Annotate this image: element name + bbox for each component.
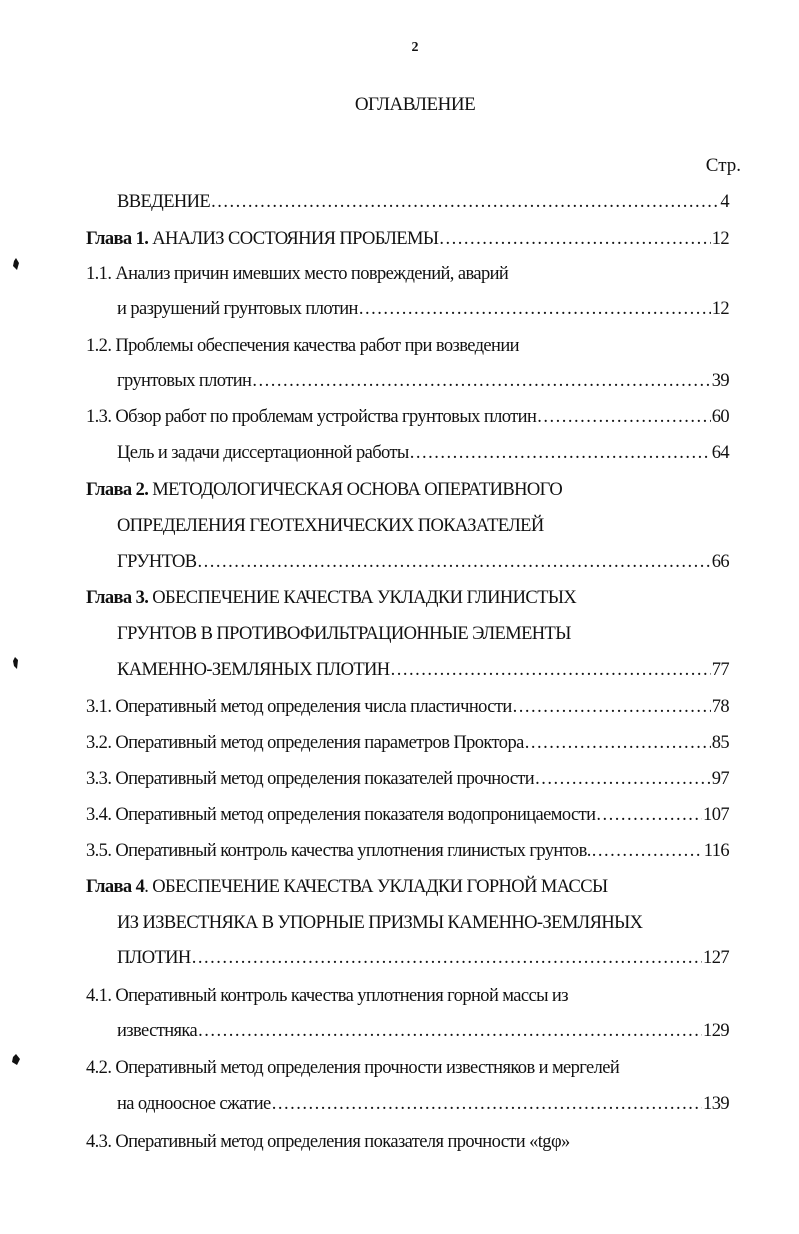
entry-page: 139 bbox=[703, 1094, 729, 1114]
toc-entry-4-1-line1: 4.1. Оперативный контроль качества уплотнения горной массы из bbox=[86, 986, 568, 1006]
entry-title: 3.4. Оперативный метод определения показателя водопроницаемости bbox=[86, 805, 596, 825]
entry-title: 3.1. Оперативный метод определения числа пластичности bbox=[86, 697, 512, 717]
toc-entry-1-2-line1: 1.2. Проблемы обеспечения качества работ при возведении bbox=[86, 336, 519, 356]
toc-entry-4-2-line1: 4.2. Оперативный метод определения прочности известняков и мергелей bbox=[86, 1058, 620, 1078]
toc-entry-chapter-2-line2: ОПРЕДЕЛЕНИЯ ГЕОТЕХНИЧЕСКИХ ПОКАЗАТЕЛЕЙ bbox=[117, 516, 544, 536]
toc-entry-chapter-3-line2: ГРУНТОВ В ПРОТИВОФИЛЬТРАЦИОННЫЕ ЭЛЕМЕНТЫ bbox=[117, 624, 571, 644]
entry-page: 127 bbox=[703, 948, 729, 968]
toc-entry-chapter-2-line1: Глава 2. МЕТОДОЛОГИЧЕСКАЯ ОСНОВА ОПЕРАТИВНОГО bbox=[86, 480, 563, 500]
chapter-label: Глава 1. bbox=[86, 229, 149, 249]
entry-title: Цель и задачи диссертационной работы bbox=[117, 443, 409, 463]
entry-title: ВВЕДЕНИЕ bbox=[117, 192, 211, 212]
toc-entry-3-4 bbox=[86, 803, 729, 827]
entry-title: КАМЕННО-ЗЕМЛЯНЫХ ПЛОТИН bbox=[117, 660, 390, 680]
entry-title: 3.2. Оперативный метод определения параметров Проктора bbox=[86, 733, 524, 753]
entry-page: 66 bbox=[711, 552, 729, 572]
entry-page: 64 bbox=[711, 443, 729, 463]
entry-page: 4 bbox=[720, 192, 729, 212]
toc-entry-goals bbox=[117, 441, 729, 465]
scan-speck-icon bbox=[12, 657, 20, 669]
entry-page: 85 bbox=[711, 733, 729, 753]
toc-entry-chapter-1 bbox=[86, 227, 729, 251]
entry-page: 39 bbox=[711, 371, 729, 391]
entry-title: грунтовых плотин bbox=[117, 371, 252, 391]
entry-page: 116 bbox=[703, 841, 729, 861]
toc-entry-3-5 bbox=[86, 839, 729, 863]
entry-page: 12 bbox=[711, 229, 729, 249]
entry-title: ГРУНТОВ bbox=[117, 552, 197, 572]
entry-title: ПЛОТИН bbox=[117, 948, 191, 968]
toc-entry-4-2 bbox=[117, 1092, 729, 1116]
toc-entry-chapter-4-line2: ИЗ ИЗВЕСТНЯКА В УПОРНЫЕ ПРИЗМЫ КАМЕННО-ЗЕМЛЯНЫХ bbox=[117, 913, 643, 933]
toc-entry-chapter-3 bbox=[117, 658, 729, 682]
entry-title: на одноосное сжатие bbox=[117, 1094, 271, 1114]
toc-entry-1-1 bbox=[117, 297, 729, 321]
entry-title: АНАЛИЗ СОСТОЯНИЯ ПРОБЛЕМЫ bbox=[148, 229, 439, 249]
entry-title: и разрушений грунтовых плотин bbox=[117, 299, 358, 319]
toc-entry-3-2 bbox=[86, 731, 729, 755]
entry-page: 129 bbox=[703, 1021, 729, 1041]
toc-entry-1-1-line1: 1.1. Анализ причин имевших место повреждений, аварий bbox=[86, 264, 509, 284]
chapter-label: Глава 2. bbox=[86, 480, 149, 500]
toc-entry-4-3-line1: 4.3. Оперативный метод определения показателя прочности «tgφ» bbox=[86, 1132, 570, 1152]
chapter-label: Глава 4 bbox=[86, 877, 145, 897]
scan-speck-icon bbox=[12, 1053, 20, 1065]
entry-page: 97 bbox=[711, 769, 729, 789]
entry-title: 1.3. Обзор работ по проблемам устройства грунтовых плотин bbox=[86, 407, 537, 427]
toc-entry-intro bbox=[117, 190, 729, 214]
toc-entry-3-3 bbox=[86, 767, 729, 791]
entry-page: 107 bbox=[703, 805, 729, 825]
entry-page: 77 bbox=[711, 660, 729, 680]
page-number: 2 bbox=[411, 40, 419, 55]
toc-entry-chapter-4-line1: Глава 4. ОБЕСПЕЧЕНИЕ КАЧЕСТВА УКЛАДКИ ГОРНОЙ МАССЫ bbox=[86, 877, 608, 897]
toc-heading: ОГЛАВЛЕНИЕ bbox=[354, 94, 476, 115]
toc-entry-chapter-2 bbox=[117, 550, 729, 574]
toc-entry-1-3 bbox=[86, 405, 729, 429]
toc-entry-4-1 bbox=[117, 1019, 729, 1043]
toc-entry-chapter-4 bbox=[117, 946, 729, 970]
toc-entry-chapter-3-line1: Глава 3. ОБЕСПЕЧЕНИЕ КАЧЕСТВА УКЛАДКИ ГЛИНИСТЫХ bbox=[86, 588, 577, 608]
scan-speck-icon bbox=[12, 258, 20, 270]
entry-page: 78 bbox=[711, 697, 729, 717]
toc-entry-3-1 bbox=[86, 695, 729, 719]
entry-title: 3.3. Оперативный метод определения показателей прочности bbox=[86, 769, 535, 789]
entry-page: 60 bbox=[711, 407, 729, 427]
entry-page: 12 bbox=[711, 299, 729, 319]
toc-entry-1-2 bbox=[117, 369, 729, 393]
chapter-label: Глава 3. bbox=[86, 588, 149, 608]
entry-title: известняка bbox=[117, 1021, 198, 1041]
entry-title: 3.5. Оперативный контроль качества уплотнения глинистых грунтов. bbox=[86, 841, 591, 861]
page-column-label: Стр. bbox=[705, 155, 741, 176]
